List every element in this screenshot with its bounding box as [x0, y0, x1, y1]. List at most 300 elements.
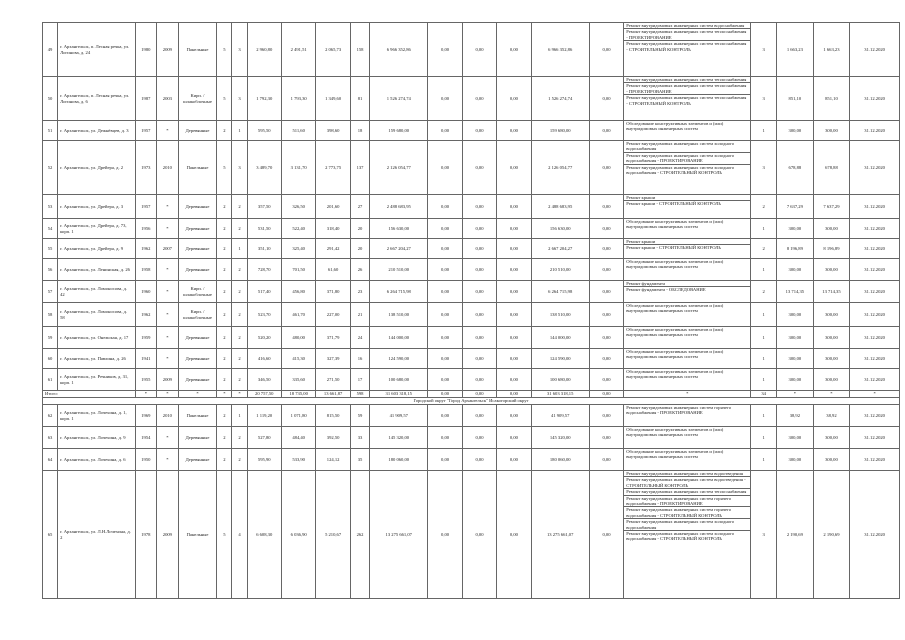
residential-area: 5 210,67 — [316, 471, 350, 599]
floors: 2 — [217, 427, 232, 449]
wall-material: Деревянные — [178, 219, 217, 239]
residential-area: 1 349,60 — [316, 77, 350, 121]
fund-cost-2: 0,00 — [462, 281, 496, 303]
renovation-year: * — [157, 121, 179, 141]
fund-cost-3: 0,00 — [497, 219, 531, 239]
address: г. Архангельск, ул. Дежнёвцев, д. 3 — [58, 121, 136, 141]
work-item: Ремонт внутридомовых инженерных систем холодного водоснабжения - СТРОИТЕЛЬНЫЙ КОНТРОЛЬ — [626, 531, 735, 542]
fund-cost-1: 0,00 — [428, 219, 462, 239]
wall-material: Кирп. / шлакоблочные — [178, 281, 217, 303]
owners-cost: 100 680,00 — [531, 369, 589, 391]
row-number: 64 — [43, 449, 58, 471]
work-count: 1 — [751, 327, 777, 349]
unit-cost: 8 196,89 — [777, 239, 814, 259]
wall-material: Панельные — [178, 471, 217, 599]
owners-cost: 156 630,00 — [531, 219, 589, 239]
work-item: Ремонт внутридомовых инженерных систем теплоснабжения - ПРОЕКТИРОВАНИЕ — [624, 29, 750, 41]
other-cost: 0,00 — [589, 141, 623, 195]
residential-area: 291,42 — [316, 239, 350, 259]
fund-cost-1: 0,00 — [428, 259, 462, 281]
work-count: 1 — [751, 449, 777, 471]
work-count: 3 — [751, 77, 777, 121]
fund-cost-2: 0,00 — [462, 327, 496, 349]
total-cost: 6 966 352,86 — [370, 23, 428, 77]
fund-cost-3: 0,00 — [497, 141, 531, 195]
address: г. Архангельск, ул. Дрейера, д. 3 — [58, 195, 136, 219]
renovation-year: * — [157, 219, 179, 239]
renovation-year: 2007 — [157, 239, 179, 259]
fund-cost-2: 0,00 — [462, 471, 496, 599]
unit-cost: 7 637,29 — [777, 195, 814, 219]
total-area: 595,90 — [247, 449, 281, 471]
address: г. Архангельск, ул. Дрейера, д. 9 — [58, 239, 136, 259]
living-area: 511,60 — [281, 121, 315, 141]
table-row — [43, 327, 900, 349]
residential-area: 398,60 — [316, 121, 350, 141]
work-item: Ремонт внутридомовых инженерных систем холодного водоснабжения - ПРОЕКТИРОВАНИЕ — [624, 153, 750, 165]
residents: 35 — [350, 449, 369, 471]
residential-area: 227,00 — [316, 303, 350, 327]
residential-area: 392,50 — [316, 427, 350, 449]
residents: 20 — [350, 239, 369, 259]
address: г. Архангельск, п. Лесная речка, ул. Логинова, д. 6 — [58, 77, 136, 121]
entrances: 2 — [232, 369, 247, 391]
fund-cost-3: 0,00 — [497, 239, 531, 259]
entrances: 3 — [232, 141, 247, 195]
completion-date: 31.12.2020 — [850, 427, 900, 449]
total-cost: 100 680,00 — [370, 369, 428, 391]
fund-cost-2: 0,00 — [462, 23, 496, 77]
floors: 5 — [217, 23, 232, 77]
table-row — [43, 281, 900, 303]
max-unit-cost: 300,00 — [813, 427, 850, 449]
renovation-year: * — [157, 303, 179, 327]
row-number: 55 — [43, 239, 58, 259]
fund-cost-1: 0,00 — [428, 239, 462, 259]
residential-area: 327,39 — [316, 349, 350, 369]
floors: 2 — [217, 369, 232, 391]
fund-cost-1: 0,00 — [428, 195, 462, 219]
total-cost: 145 320,00 — [370, 427, 428, 449]
fund-cost-2: 0,00 — [462, 405, 496, 427]
work-item: Ремонт крыши - СТРОИТЕЛЬНЫЙ КОНТРОЛЬ — [626, 201, 722, 207]
owners-cost: 138 510,00 — [531, 303, 589, 327]
table-row — [43, 427, 900, 449]
residents: 33 — [350, 427, 369, 449]
floors: 2 — [217, 121, 232, 141]
total-cost: 2 126 054,77 — [370, 141, 428, 195]
max-unit-cost: 300,00 — [813, 219, 850, 239]
fund-cost-3: 0,00 — [497, 121, 531, 141]
total-area-2: 18 735,00 — [281, 391, 315, 398]
max-unit-cost: 300,00 — [813, 369, 850, 391]
fund-cost-1: 0,00 — [428, 369, 462, 391]
living-area: 415,30 — [281, 349, 315, 369]
renovation-year: * — [157, 449, 179, 471]
total-area: 351,10 — [247, 239, 281, 259]
work-item: Ремонт фундамента - ОБСЛЕДОВАНИЕ — [626, 287, 706, 293]
fund-cost-1: 0,00 — [428, 449, 462, 471]
table-row — [43, 23, 900, 77]
other-cost: 0,00 — [589, 369, 623, 391]
max-unit-cost: 1 663,23 — [813, 23, 850, 77]
total-cost: 156 630,00 — [370, 219, 428, 239]
wall-material: Деревянные — [178, 121, 217, 141]
table-row — [43, 195, 900, 219]
total-area: 357,50 — [247, 195, 281, 219]
total-cell: * — [624, 391, 751, 398]
work-item: Ремонт внутридомовых инженерных систем горячего водоснабжения - СТРОИТЕЛЬНЫЙ КОНТРОЛЬ — [624, 507, 750, 519]
work-item: Ремонт внутридомовых инженерных систем холодного водоснабжения — [624, 519, 750, 531]
owners-cost: 41 909,57 — [531, 405, 589, 427]
floors: 2 — [217, 239, 232, 259]
entrances: 3 — [232, 23, 247, 77]
unit-cost: 851,10 — [777, 77, 814, 121]
row-number: 52 — [43, 141, 58, 195]
fund-cost-2: 0,00 — [462, 195, 496, 219]
total-cell: * — [850, 391, 900, 398]
owners-cost: 1 526 274,74 — [531, 77, 589, 121]
unit-cost: 300,00 — [777, 303, 814, 327]
fund-cost-2: 0,00 — [462, 427, 496, 449]
renovation-year: 2003 — [157, 77, 179, 121]
table-row — [43, 349, 900, 369]
residents: 59 — [350, 405, 369, 427]
other-cost: 0,00 — [589, 427, 623, 449]
residential-area: 124,12 — [316, 449, 350, 471]
completion-date: 31.12.2020 — [850, 369, 900, 391]
work-types — [624, 471, 751, 599]
fund-cost-3: 0,00 — [497, 369, 531, 391]
other-cost: 0,00 — [589, 471, 623, 599]
total-area-1: 20 757,50 — [247, 391, 281, 398]
floors: 5 — [217, 471, 232, 599]
address: г. Архангельск, ул. Лочехина, д. 1, корп. 1 — [58, 405, 136, 427]
unit-cost: 300,00 — [777, 121, 814, 141]
fund-cost-3: 0,00 — [497, 327, 531, 349]
work-types — [624, 303, 751, 327]
work-count: 3 — [751, 23, 777, 77]
work-item: Обследование конструктивных элементов и (или) внутридомовых инженерных систем — [626, 427, 724, 438]
living-area: 484,40 — [281, 427, 315, 449]
completion-date: 31.12.2020 — [850, 471, 900, 599]
floors: 5 — [217, 141, 232, 195]
living-area: 1 071,80 — [281, 405, 315, 427]
living-area: 701,50 — [281, 259, 315, 281]
work-count: 1 — [751, 405, 777, 427]
work-count: 2 — [751, 239, 777, 259]
work-item: Ремонт внутридомовых инженерных систем теплоснабжения - СТРОИТЕЛЬНЫЙ КОНТРОЛЬ — [626, 95, 747, 106]
total-cost: 1 526 274,74 — [370, 77, 428, 121]
fund-cost-2: 0,00 — [462, 259, 496, 281]
work-item: Ремонт крыши — [624, 239, 750, 245]
wall-material: Кирп. / шлакоблочные — [178, 303, 217, 327]
entrances: 4 — [232, 471, 247, 599]
max-unit-cost: 8 196,89 — [813, 239, 850, 259]
build-year: 1987 — [135, 77, 157, 121]
completion-date: 31.12.2020 — [850, 121, 900, 141]
renovation-year: 2010 — [157, 141, 179, 195]
fund-cost-3: 0,00 — [497, 195, 531, 219]
floors: 2 — [217, 349, 232, 369]
total-cost: 2 488 683,95 — [370, 195, 428, 219]
entrances: 2 — [232, 281, 247, 303]
total-cell: 0,00 — [428, 391, 462, 398]
living-area: 335,60 — [281, 369, 315, 391]
owners-cost: 2 667 204,27 — [531, 239, 589, 259]
total-cost: 124 590,00 — [370, 349, 428, 369]
wall-material: Деревянные — [178, 239, 217, 259]
other-cost: 0,00 — [589, 219, 623, 239]
total-area: 595,50 — [247, 121, 281, 141]
fund-cost-2: 0,00 — [462, 349, 496, 369]
table-body-part1 — [43, 23, 900, 391]
living-area: 533,90 — [281, 449, 315, 471]
build-year: 1950 — [135, 449, 157, 471]
total-cell: 0,00 — [462, 391, 496, 398]
other-cost: 0,00 — [589, 349, 623, 369]
fund-cost-2: 0,00 — [462, 121, 496, 141]
completion-date: 31.12.2020 — [850, 405, 900, 427]
entrances: 2 — [232, 449, 247, 471]
work-item: Ремонт внутридомовых инженерных систем водоотведения - СТРОИТЕЛЬНЫЙ КОНТРОЛЬ — [624, 477, 750, 489]
total-cell: 0,00 — [589, 391, 623, 398]
fund-cost-2: 0,00 — [462, 449, 496, 471]
fund-cost-3: 0,00 — [497, 349, 531, 369]
living-area: 326,50 — [281, 195, 315, 219]
total-cell: * — [178, 391, 217, 398]
build-year: 1958 — [135, 259, 157, 281]
residents: 17 — [350, 369, 369, 391]
total-cell: * — [232, 391, 247, 398]
fund-cost-1: 0,00 — [428, 405, 462, 427]
floors: 5 — [217, 77, 232, 121]
address: г. Архангельск, ул. Дрейера, д. 73, корп. 1 — [58, 219, 136, 239]
unit-cost: 13 714,35 — [777, 281, 814, 303]
owners-cost: 180 060,00 — [531, 449, 589, 471]
wall-material: Панельные — [178, 141, 217, 195]
completion-date: 31.12.2020 — [850, 77, 900, 121]
total-area: 520,20 — [247, 327, 281, 349]
living-area: 461,70 — [281, 303, 315, 327]
residents: 20 — [350, 219, 369, 239]
fund-cost-1: 0,00 — [428, 327, 462, 349]
table-row — [43, 471, 900, 599]
address: г. Архангельск, п. Лесная речка, ул. Логинова, д. 24 — [58, 23, 136, 77]
renovation-year: * — [157, 281, 179, 303]
address: г. Архангельск, ул. Л.Н.Лочехина, д. 2 — [58, 471, 136, 599]
unit-cost: 300,00 — [777, 327, 814, 349]
work-types — [624, 405, 751, 427]
total-cell: 0,00 — [497, 391, 531, 398]
work-types — [624, 259, 751, 281]
residents: 158 — [350, 23, 369, 77]
residents: 16 — [350, 349, 369, 369]
unit-cost: 300,00 — [777, 369, 814, 391]
other-cost: 0,00 — [589, 195, 623, 219]
table-row — [43, 405, 900, 427]
fund-cost-1: 0,00 — [428, 121, 462, 141]
total-cell: * — [217, 391, 232, 398]
wall-material: Деревянные — [178, 369, 217, 391]
address: г. Архангельск, ул. Дрейера, д. 2 — [58, 141, 136, 195]
work-count: 1 — [751, 303, 777, 327]
total-area: 527,80 — [247, 427, 281, 449]
max-unit-cost: 2 190,69 — [813, 471, 850, 599]
floors: 2 — [217, 281, 232, 303]
unit-cost: 678,88 — [777, 141, 814, 195]
wall-material: Деревянные — [178, 449, 217, 471]
total-cost: 180 060,00 — [370, 449, 428, 471]
work-count: 1 — [751, 121, 777, 141]
work-types — [624, 449, 751, 471]
max-unit-cost: 7 637,29 — [813, 195, 850, 219]
fund-cost-3: 0,00 — [497, 449, 531, 471]
owners-cost: 2 488 683,95 — [531, 195, 589, 219]
work-item: Ремонт внутридомовых инженерных систем теплоснабжения — [624, 77, 750, 83]
total-area: 523,70 — [247, 303, 281, 327]
owners-cost: 6 264 715,98 — [531, 281, 589, 303]
table-row — [43, 219, 900, 239]
completion-date: 31.12.2020 — [850, 239, 900, 259]
total-cost: 6 264 715,98 — [370, 281, 428, 303]
total-area: 346,50 — [247, 369, 281, 391]
entrances: 2 — [232, 195, 247, 219]
fund-cost-2: 0,00 — [462, 239, 496, 259]
work-types — [624, 77, 751, 121]
residents: 21 — [350, 303, 369, 327]
work-item: Ремонт фундамента — [624, 281, 750, 287]
renovation-year: * — [157, 427, 179, 449]
row-number: 51 — [43, 121, 58, 141]
work-item: Ремонт внутридомовых инженерных систем холодного водоснабжения — [624, 141, 750, 153]
address: г. Архангельск, ул. Павлина, д. 26 — [58, 349, 136, 369]
entrances: 2 — [232, 219, 247, 239]
floors: 2 — [217, 405, 232, 427]
work-item: Ремонт внутридомовых инженерных систем теплоснабжения - СТРОИТЕЛЬНЫЙ КОНТРОЛЬ — [626, 41, 747, 52]
completion-date: 31.12.2020 — [850, 349, 900, 369]
completion-date: 31.12.2020 — [850, 219, 900, 239]
table-row — [43, 77, 900, 121]
row-number: 50 — [43, 77, 58, 121]
work-count: 1 — [751, 219, 777, 239]
total-cell: * — [157, 391, 179, 398]
living-area: 522,40 — [281, 219, 315, 239]
row-number: 62 — [43, 405, 58, 427]
residential-area: 61,60 — [316, 259, 350, 281]
completion-date: 31.12.2020 — [850, 281, 900, 303]
work-types — [624, 219, 751, 239]
floors: 2 — [217, 195, 232, 219]
living-area: 6 036,90 — [281, 471, 315, 599]
living-area: 2 491,51 — [281, 23, 315, 77]
build-year: 1941 — [135, 349, 157, 369]
work-count: 1 — [751, 259, 777, 281]
entrances: 2 — [232, 349, 247, 369]
unit-cost: 300,00 — [777, 349, 814, 369]
row-number: 53 — [43, 195, 58, 219]
residential-area: 2 065,73 — [316, 23, 350, 77]
total-residents: 598 — [350, 391, 369, 398]
renovation-year: 2009 — [157, 471, 179, 599]
unit-cost: 300,00 — [777, 259, 814, 281]
wall-material: Деревянные — [178, 427, 217, 449]
work-types — [624, 327, 751, 349]
table-row — [43, 121, 900, 141]
max-unit-cost: 300,00 — [813, 449, 850, 471]
table-row — [43, 303, 900, 327]
work-item: Обследование конструктивных элементов и (или) внутридомовых инженерных систем — [626, 219, 724, 230]
fund-cost-3: 0,00 — [497, 303, 531, 327]
max-unit-cost: 300,00 — [813, 303, 850, 327]
entrances: 2 — [232, 303, 247, 327]
unit-cost: 300,00 — [777, 427, 814, 449]
fund-cost-3: 0,00 — [497, 405, 531, 427]
other-cost: 0,00 — [589, 239, 623, 259]
table-row — [43, 141, 900, 195]
work-item: Ремонт крыши — [624, 195, 750, 201]
entrances: 2 — [232, 327, 247, 349]
fund-cost-2: 0,00 — [462, 141, 496, 195]
completion-date: 31.12.2020 — [850, 23, 900, 77]
completion-date: 31.12.2020 — [850, 259, 900, 281]
table-totals — [43, 391, 900, 405]
total-cost: 31 603 318,15 — [370, 391, 428, 398]
other-cost: 0,00 — [589, 327, 623, 349]
residents: 81 — [350, 77, 369, 121]
row-number: 54 — [43, 219, 58, 239]
fund-cost-3: 0,00 — [497, 427, 531, 449]
wall-material: Деревянные — [178, 195, 217, 219]
total-cost-2: 31 603 318,15 — [531, 391, 589, 398]
fund-cost-1: 0,00 — [428, 141, 462, 195]
completion-date: 31.12.2020 — [850, 449, 900, 471]
build-year: 1980 — [135, 23, 157, 77]
work-item: Обследование конструктивных элементов и (или) внутридомовых инженерных систем — [626, 369, 724, 380]
renovation-year: * — [157, 349, 179, 369]
residential-area: 371,80 — [316, 281, 350, 303]
work-item: Ремонт внутридомовых инженерных систем водоснабжения — [624, 23, 750, 29]
work-types — [624, 427, 751, 449]
max-unit-cost: 300,00 — [813, 121, 850, 141]
build-year: 1962 — [135, 303, 157, 327]
total-row — [43, 391, 900, 398]
build-year: 1957 — [135, 195, 157, 219]
total-area: 517,40 — [247, 281, 281, 303]
other-cost: 0,00 — [589, 23, 623, 77]
floors: 2 — [217, 327, 232, 349]
renovation-year: 2009 — [157, 369, 179, 391]
max-unit-cost: 13 714,35 — [813, 281, 850, 303]
work-count: 1 — [751, 369, 777, 391]
work-item: Обследование конструктивных элементов и (или) внутридомовых инженерных систем — [626, 349, 724, 360]
residents: 137 — [350, 141, 369, 195]
residential-area: 318,40 — [316, 219, 350, 239]
entrances: 1 — [232, 239, 247, 259]
fund-cost-1: 0,00 — [428, 77, 462, 121]
wall-material: Деревянные — [178, 259, 217, 281]
other-cost: 0,00 — [589, 281, 623, 303]
unit-cost: 300,00 — [777, 219, 814, 239]
owners-cost: 124 590,00 — [531, 349, 589, 369]
unit-cost: 2 190,69 — [777, 471, 814, 599]
max-unit-cost: 300,00 — [813, 349, 850, 369]
entrances: 1 — [232, 405, 247, 427]
total-area: 1 792,30 — [247, 77, 281, 121]
work-item: Обследование конструктивных элементов и (или) внутридомовых инженерных систем — [626, 303, 724, 314]
work-types — [624, 239, 751, 259]
owners-cost: 13 275 661,07 — [531, 471, 589, 599]
